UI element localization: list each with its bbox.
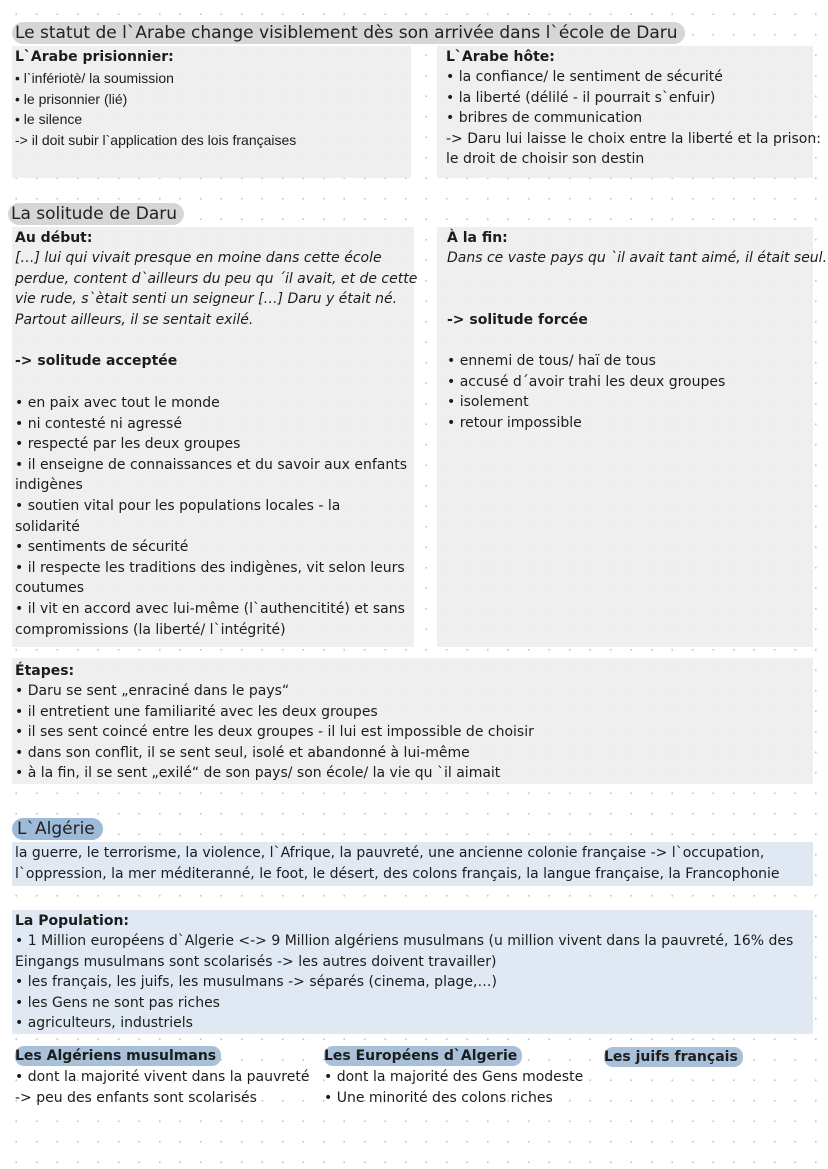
list-item	[15, 972, 793, 993]
quote-line: perdue, content d`ailleurs du peu qu ´il avait, et de cette	[15, 270, 418, 287]
algerie-keywords	[15, 843, 780, 884]
item-line: • il vit en accord avec lui-même (l`authencitité) et sans	[15, 600, 405, 617]
list-item	[15, 393, 407, 414]
item-line: • soutien vital pour les populations locales - la	[15, 497, 341, 514]
list-item: • Une minorité des colons riches	[324, 1089, 553, 1106]
quote-line: vie rude, s`ètait senti un seigneur […] Daru y était né.	[15, 291, 398, 308]
list-item: • la liberté (délilé - il pourrait s`enfuir)	[446, 89, 716, 106]
statut-heading: Le statut de l`Arabe change visiblement dès son arrivée dans l`école de Daru	[12, 22, 685, 44]
quote-line: […] lui qui vivait presque en moine dans cette école	[15, 250, 382, 266]
list-item	[15, 455, 407, 496]
population-title: La Population:	[15, 913, 130, 929]
hote-list	[446, 67, 821, 170]
list-item	[15, 414, 407, 435]
list-item	[15, 558, 407, 599]
list-item	[15, 1013, 793, 1034]
debut-title: Au début:	[15, 230, 93, 246]
list-item: • le prisonnier (lié)	[15, 90, 128, 107]
etapes-list	[15, 681, 534, 784]
debut-list	[15, 393, 407, 640]
debut-quote	[15, 248, 417, 330]
item-line: • agriculteurs, industriels	[15, 1015, 193, 1032]
group-europeens-list	[324, 1067, 583, 1108]
etapes-title: Étapes:	[15, 663, 75, 679]
item-line: • 1 Million européens d`Algerie <-> 9 Million algériens musulmans (u million vivent dans la pauvreté, 16% des	[15, 933, 794, 949]
list-item: • isolement	[447, 394, 529, 411]
item-line: • il enseigne de connaissances et du savoir aux enfants	[15, 456, 407, 473]
list-item	[15, 496, 407, 537]
item-line: • ni contesté ni agressé	[15, 415, 182, 432]
list-item: • accusé d´avoir trahi les deux groupes	[447, 373, 726, 390]
fin-title: À la fin:	[447, 230, 508, 246]
prisonnier-title: L`Arabe prisionnier:	[15, 49, 174, 65]
group-juifs-title: Les juifs français	[604, 1047, 743, 1067]
list-item: -> il doit subir l`application des lois françaises	[15, 131, 297, 148]
prisonnier-list	[15, 68, 296, 150]
hote-conclusion: -> Daru lui laisse le choix entre la liberté et la prison:	[446, 130, 821, 147]
group-musulmans-title: Les Algériens musulmans	[15, 1046, 221, 1066]
keywords-line: l`oppression, la mer méditeranné, le foot, le désert, des colons français, la langue française, la Francophonie	[15, 865, 780, 882]
list-item: • la confiance/ le sentiment de sécurité	[446, 69, 723, 85]
item-line: indigènes	[15, 477, 83, 494]
item-line: coutumes	[15, 580, 85, 597]
debut-conclusion: -> solitude acceptée	[15, 353, 178, 369]
group-europeens-title: Les Européens d`Algerie	[324, 1046, 522, 1066]
list-item: • le silence	[15, 111, 83, 128]
list-item: • dans son conflit, il se sent seul, isolé et abandonné à lui-même	[15, 744, 470, 761]
item-line: Eingangs musulmans sont scolarisés -> les autres doivent travailler)	[15, 953, 497, 970]
list-item: • l`infériotè/ la soumission	[15, 70, 174, 86]
list-item: • bribres de communication	[446, 110, 643, 127]
fin-conclusion: -> solitude forcée	[447, 312, 588, 328]
list-item: • il entretient une familiarité avec les deux groupes	[15, 703, 378, 720]
list-item: • ennemi de tous/ haï de tous	[447, 353, 656, 369]
item-line: • il respecte les traditions des indigènes, vit selon leurs	[15, 559, 405, 576]
fin-list	[447, 351, 725, 433]
item-line: • les français, les juifs, les musulmans -> séparés (cinema, plage,…)	[15, 974, 497, 991]
solitude-heading: La solitude de Daru	[8, 203, 184, 225]
item-line: solidarité	[15, 518, 80, 535]
list-item: • à la fin, il se sent „exilé“ de son pays/ son école/ la vie qu `il aimait	[15, 765, 501, 782]
list-item: • retour impossible	[447, 414, 582, 431]
list-item: • dont la majorité des Gens modeste	[324, 1069, 584, 1085]
item-line: • sentiments de sécurité	[15, 539, 189, 556]
population-list	[15, 931, 793, 1034]
fin-quote: Dans ce vaste pays qu `il avait tant aimé, il était seul.	[447, 250, 828, 266]
hote-conclusion-2: le droit de choisir son destin	[446, 151, 645, 168]
fin-box	[437, 227, 813, 647]
hote-title: L`Arabe hôte:	[446, 49, 555, 65]
keywords-line: la guerre, le terrorisme, la violence, l`Afrique, la pauvreté, une ancienne colonie française -> l`occupation,	[15, 845, 765, 861]
item-line: compromissions (la liberté/ l`intégrité)	[15, 621, 286, 638]
list-item: • dont la majorité vivent dans la pauvreté	[15, 1069, 310, 1085]
group-musulmans-list	[15, 1067, 309, 1108]
item-line: • en paix avec tout le monde	[15, 395, 220, 411]
list-item: -> peu des enfants sont scolarisés	[15, 1089, 257, 1106]
item-line: • les Gens ne sont pas riches	[15, 994, 220, 1011]
list-item	[15, 993, 793, 1014]
algerie-heading: L`Algérie	[12, 818, 103, 840]
list-item: • il ses sent coincé entre les deux groupes - il lui est impossible de choisir	[15, 724, 534, 741]
list-item	[15, 931, 793, 972]
list-item: • Daru se sent „enraciné dans le pays“	[15, 683, 290, 699]
item-line: • respecté par les deux groupes	[15, 436, 241, 453]
list-item	[15, 434, 407, 455]
list-item	[15, 599, 407, 640]
list-item	[15, 537, 407, 558]
quote-line: Partout ailleurs, il se sentait exilé.	[15, 311, 254, 328]
